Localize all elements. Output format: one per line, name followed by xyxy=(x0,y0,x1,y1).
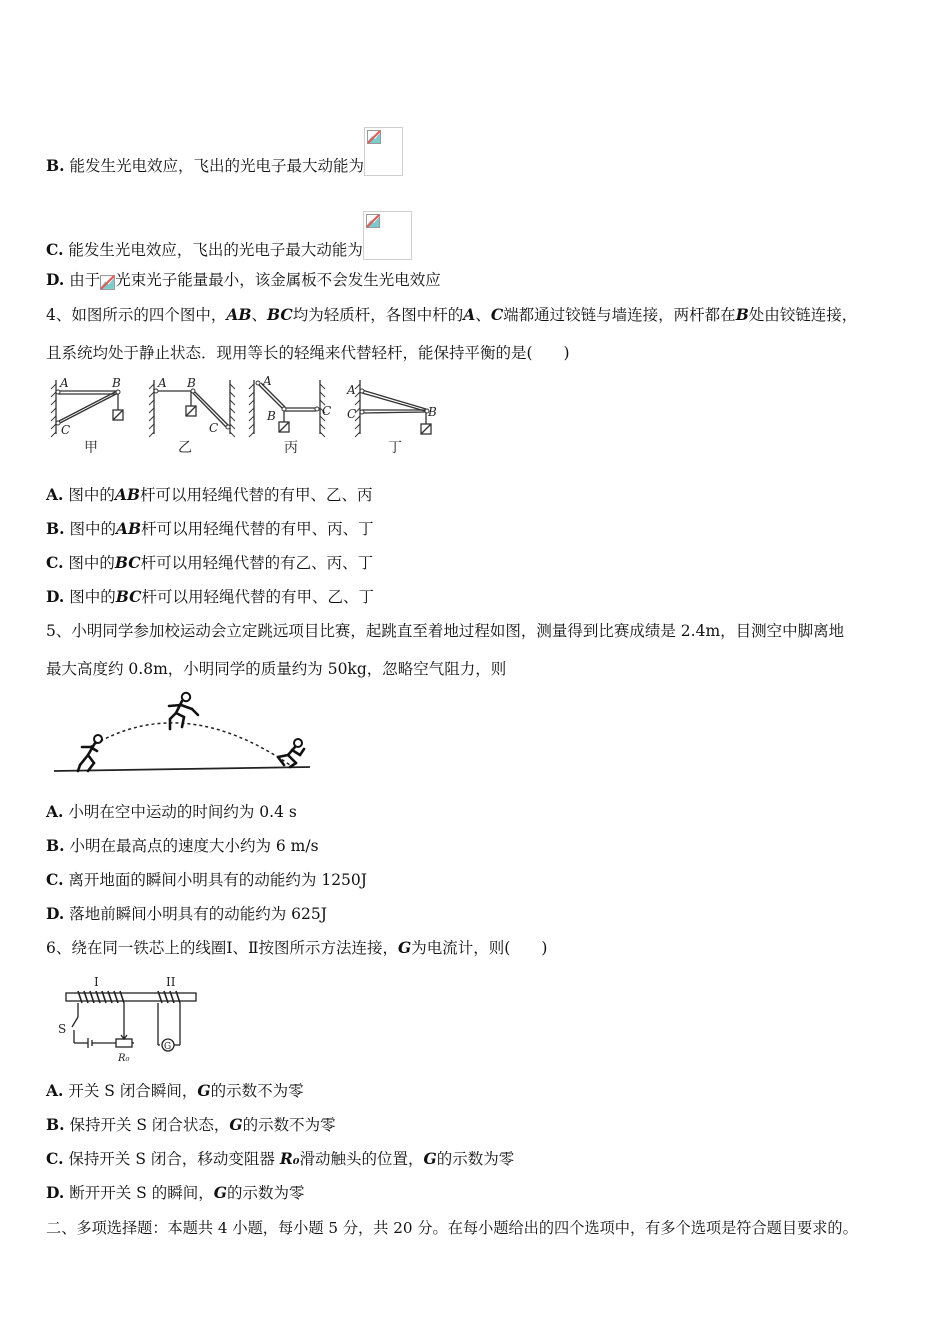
label-coil-1: I xyxy=(94,975,99,989)
option-letter: C. xyxy=(46,240,64,259)
caption-jia: 甲 xyxy=(84,440,98,456)
q6-option-d[interactable]: D. 断开开关 S 的瞬间，G的示数为零 xyxy=(46,1183,305,1202)
svg-text:B: B xyxy=(428,405,437,419)
svg-text:C: C xyxy=(347,407,357,421)
q5-option-d[interactable]: D. 落地前瞬间小明具有的动能约为 625J xyxy=(46,904,327,923)
svg-text:A: A xyxy=(347,383,356,397)
caption-yi: 乙 xyxy=(178,440,192,456)
q5-stem-line2: 最大高度约 0.8m，小明同学的质量约为 50kg，忽略空气阻力，则 xyxy=(46,660,507,678)
q5-long-jump-figure xyxy=(52,685,314,777)
option-text-post: 光束光子能量最小，该金属板不会发生光电效应 xyxy=(115,271,441,289)
q5-stem-line1: 5、小明同学参加校运动会立定跳远项目比赛，起跳直至着地过程如图，测量得到比赛成绩是 2.4m，目测空中脚离地 xyxy=(46,622,845,640)
q6-option-a[interactable]: A. 开关 S 闭合瞬间，G的示数不为零 xyxy=(46,1081,304,1100)
q4-stem-line2: 且系统均处于静止状态．现用等长的轻绳来代替轻杆，能保持平衡的是( ) xyxy=(46,344,570,362)
q5-option-c[interactable]: C. 离开地面的瞬间小明具有的动能约为 1250J xyxy=(46,870,367,889)
option-letter: D. xyxy=(46,270,65,289)
option-text: 能发生光电效应，飞出的光电子最大动能为 xyxy=(69,157,364,175)
svg-text:A: A xyxy=(263,374,272,388)
svg-text:B: B xyxy=(112,376,121,390)
q6-stem: 6、绕在同一铁芯上的线圈Ⅰ、Ⅱ按图所示方法连接，G为电流计，则( ) xyxy=(46,938,548,957)
q5-option-a[interactable]: A. 小明在空中运动的时间约为 0.4 s xyxy=(46,802,297,821)
option-text: 能发生光电效应，飞出的光电子最大动能为 xyxy=(68,241,363,259)
label-meter: G xyxy=(164,1042,172,1052)
svg-text:C: C xyxy=(322,404,332,418)
svg-text:B: B xyxy=(187,376,196,390)
q6-option-c[interactable]: C. 保持开关 S 闭合，移动变阻器 R₀滑动触头的位置，G的示数为零 xyxy=(46,1149,515,1168)
svg-text:B: B xyxy=(267,409,276,423)
option-text-pre: 由于 xyxy=(69,271,101,289)
caption-ding: 丁 xyxy=(388,440,402,456)
option-letter: B. xyxy=(46,156,65,175)
q4-option-b[interactable]: B. 图中的AB杆可以用轻绳代替的有甲、丙、丁 xyxy=(46,519,374,538)
svg-text:A: A xyxy=(158,376,167,390)
q6-option-b[interactable]: B. 保持开关 S 闭合状态，G的示数不为零 xyxy=(46,1115,336,1134)
q4-option-d[interactable]: D. 图中的BC杆可以用轻绳代替的有甲、乙、丁 xyxy=(46,587,374,606)
broken-image-icon xyxy=(363,211,412,260)
section-2-heading: 二、多项选择题：本题共 4 小题，每小题 5 分，共 20 分。在每小题给出的四个选项中，有多个选项是符合题目要求的。 xyxy=(46,1219,858,1237)
q6-circuit-figure xyxy=(54,975,204,1065)
q3-option-d[interactable] xyxy=(46,270,441,290)
broken-image-icon xyxy=(364,127,403,176)
caption-bing: 丙 xyxy=(284,440,298,456)
q3-option-c[interactable] xyxy=(46,211,412,260)
svg-text:C: C xyxy=(61,423,71,437)
svg-text:A: A xyxy=(60,376,69,390)
q3-option-b[interactable] xyxy=(46,127,403,176)
q4-option-a[interactable]: A. 图中的AB杆可以用轻绳代替的有甲、乙、丙 xyxy=(46,485,373,504)
q4-stem-line1: 4、如图所示的四个图中，AB、BC均为轻质杆，各图中杆的A、C端都通过铰链与墙连接，两杆都在B处由铰链连接， xyxy=(46,305,858,324)
q4-figure xyxy=(46,372,446,460)
broken-image-icon xyxy=(100,275,115,290)
q4-option-c[interactable]: C. 图中的BC杆可以用轻绳代替的有乙、丙、丁 xyxy=(46,553,374,572)
svg-text:C: C xyxy=(209,421,219,435)
q5-option-b[interactable]: B. 小明在最高点的速度大小约为 6 m/s xyxy=(46,836,319,855)
label-coil-2: II xyxy=(166,975,176,989)
label-resistor: R₀ xyxy=(118,1053,130,1064)
label-switch: S xyxy=(58,1022,67,1036)
